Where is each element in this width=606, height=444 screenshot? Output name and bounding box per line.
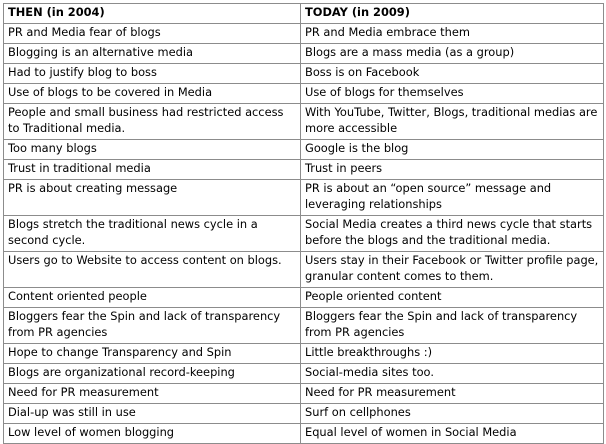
header-today: TODAY (in 2009): [301, 4, 604, 24]
cell-today: Trust in peers: [301, 160, 604, 180]
cell-today: Users stay in their Facebook or Twitter profile page, granular content comes to them.: [301, 252, 604, 288]
cell-today: Google is the blog: [301, 140, 604, 160]
header-then: THEN (in 2004): [4, 4, 301, 24]
table-row: [4, 308, 604, 344]
cell-then: Trust in traditional media: [4, 160, 301, 180]
cell-then: Hope to change Transparency and Spin: [4, 344, 301, 364]
cell-then: Use of blogs to be covered in Media: [4, 84, 301, 104]
table-row: [4, 344, 604, 364]
cell-today: PR is about an “open source” message and leveraging relationships: [301, 180, 604, 216]
table-row: [4, 64, 604, 84]
table-row: [4, 288, 604, 308]
cell-today: Social Media creates a third news cycle that starts before the blogs and the traditional media.: [301, 216, 604, 252]
cell-today: Boss is on Facebook: [301, 64, 604, 84]
table-header-row: [4, 4, 604, 24]
cell-today: Need for PR measurement: [301, 384, 604, 404]
table-row: [4, 84, 604, 104]
cell-then: Blogs are organizational record-keeping: [4, 364, 301, 384]
cell-then: Bloggers fear the Spin and lack of transparency from PR agencies: [4, 308, 301, 344]
cell-then: Had to justify blog to boss: [4, 64, 301, 84]
cell-then: Dial-up was still in use: [4, 404, 301, 424]
then-vs-today-table: [3, 3, 604, 444]
table-row: [4, 404, 604, 424]
table-row: [4, 364, 604, 384]
cell-then: Blogging is an alternative media: [4, 44, 301, 64]
cell-today: Little breakthroughs :): [301, 344, 604, 364]
cell-today: Social-media sites too.: [301, 364, 604, 384]
table-row: [4, 104, 604, 140]
table-row: [4, 180, 604, 216]
cell-then: Need for PR measurement: [4, 384, 301, 404]
table-row: [4, 24, 604, 44]
table-row: [4, 44, 604, 64]
cell-then: Content oriented people: [4, 288, 301, 308]
cell-today: Use of blogs for themselves: [301, 84, 604, 104]
cell-then: Low level of women blogging: [4, 424, 301, 444]
cell-then: PR is about creating message: [4, 180, 301, 216]
cell-today: Bloggers fear the Spin and lack of transparency from PR agencies: [301, 308, 604, 344]
cell-then: PR and Media fear of blogs: [4, 24, 301, 44]
cell-today: People oriented content: [301, 288, 604, 308]
cell-today: Blogs are a mass media (as a group): [301, 44, 604, 64]
cell-then: Blogs stretch the traditional news cycle in a second cycle.: [4, 216, 301, 252]
cell-today: Surf on cellphones: [301, 404, 604, 424]
cell-then: People and small business had restricted access to Traditional media.: [4, 104, 301, 140]
table-row: [4, 252, 604, 288]
cell-today: With YouTube, Twitter, Blogs, traditional medias are more accessible: [301, 104, 604, 140]
cell-then: Users go to Website to access content on blogs.: [4, 252, 301, 288]
table-row: [4, 384, 604, 404]
table-row: [4, 140, 604, 160]
cell-today: PR and Media embrace them: [301, 24, 604, 44]
cell-today: Equal level of women in Social Media: [301, 424, 604, 444]
table-row: [4, 216, 604, 252]
cell-then: Too many blogs: [4, 140, 301, 160]
table-row: [4, 160, 604, 180]
